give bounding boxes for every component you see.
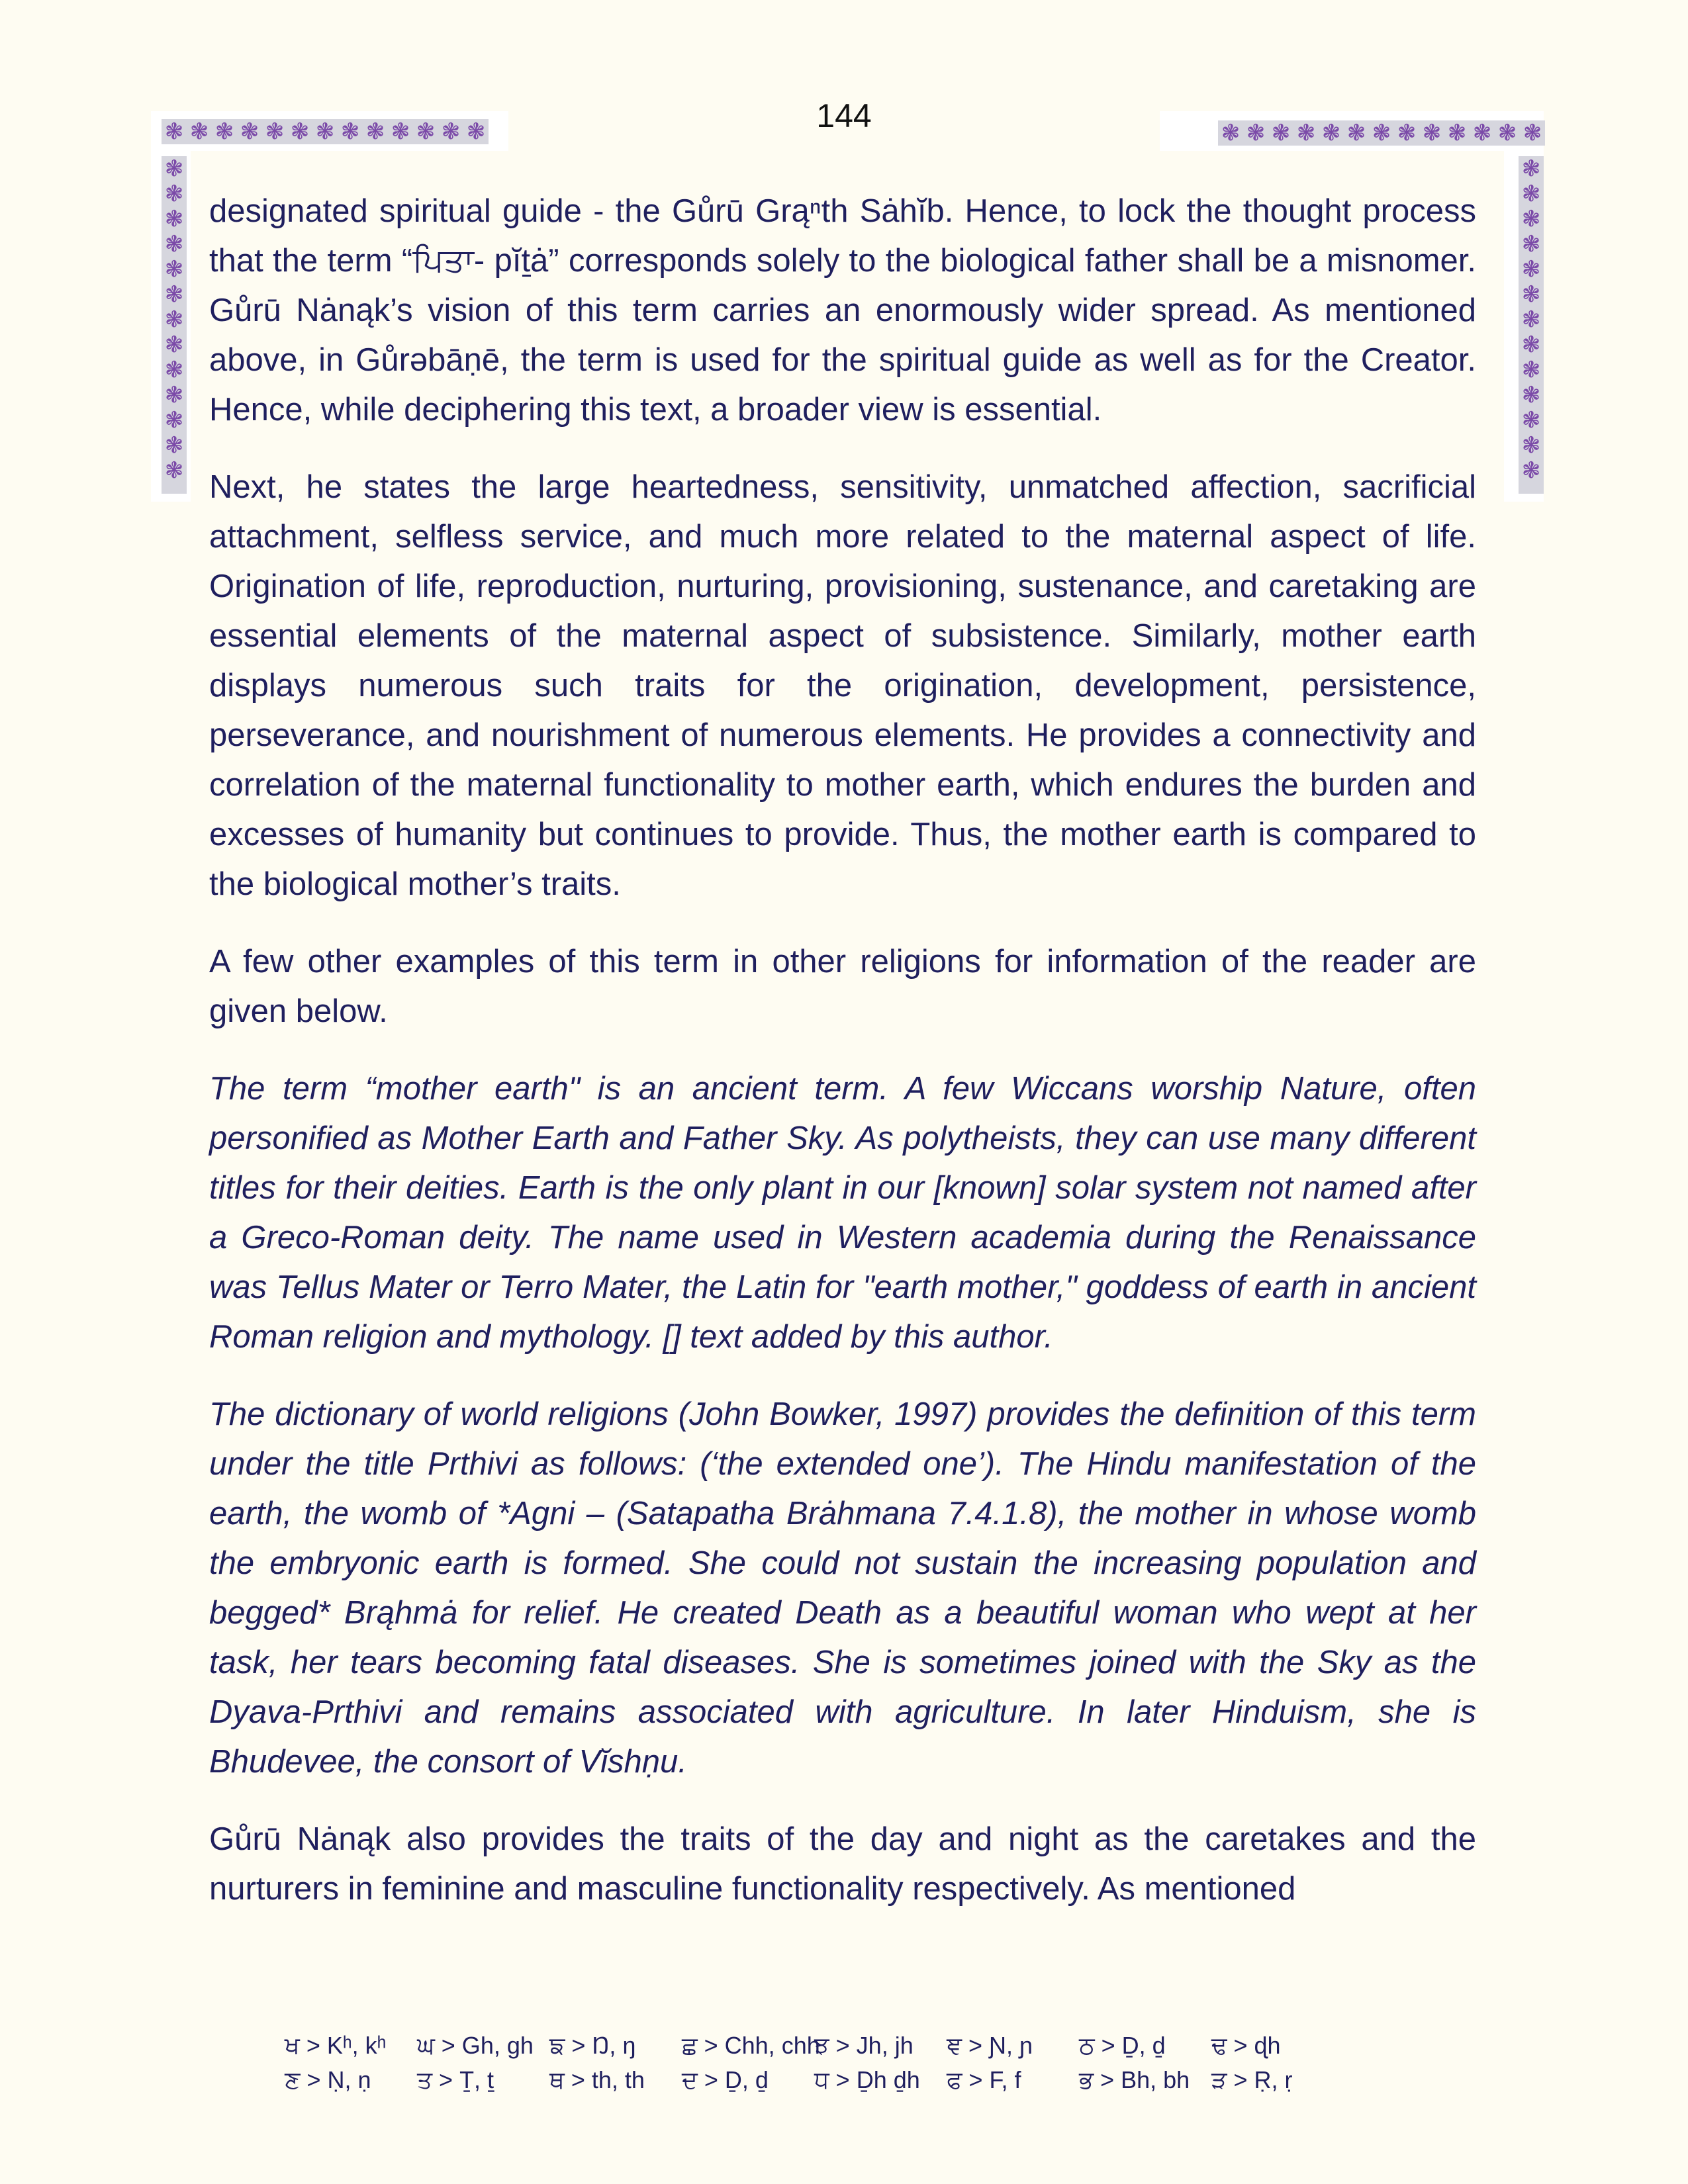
flower-ornament-icon: ❃	[1521, 457, 1541, 484]
border-left	[162, 156, 187, 494]
flower-ornament-icon: ❃	[164, 382, 184, 408]
legend-item: ਧ > Ḏh ḏh	[814, 2066, 920, 2093]
flower-ornament-icon: ❃	[1296, 120, 1316, 146]
flower-ornament-icon: ❃	[1521, 256, 1541, 283]
flower-ornament-icon: ❃	[1271, 120, 1291, 146]
flower-ornament-icon: ❃	[164, 407, 184, 433]
paragraph-3: A few other examples of this term in other religions for information of the reader are given below.	[209, 944, 1476, 1029]
flower-ornament-icon: ❃	[365, 119, 385, 144]
border-right	[1519, 156, 1544, 494]
flower-ornament-icon: ❃	[1521, 231, 1541, 257]
flower-ornament-icon: ❃	[1397, 120, 1417, 146]
legend-item: ਦ > Ḏ, ḏ	[682, 2066, 769, 2093]
flower-ornament-icon: ❃	[441, 119, 461, 144]
flower-ornament-icon: ❃	[1521, 432, 1541, 459]
page-number: 144	[816, 97, 872, 134]
legend-item: ਥ > th, th	[549, 2066, 645, 2093]
flower-ornament-icon: ❃	[1321, 120, 1341, 146]
paragraph-4: Gůrū Nȧnąk also provides the traits of the day and night as the caretakes and the nurturers in feminine and masculine functionality respectively. As mentioned	[209, 1821, 1476, 1907]
flower-ornament-icon: ❃	[1246, 120, 1266, 146]
flower-ornament-icon: ❃	[164, 256, 184, 283]
border-top-left	[162, 119, 489, 144]
legend-item: ਖ > Kʰ, kʰ	[285, 2032, 387, 2059]
flower-ornament-icon: ❃	[240, 119, 259, 144]
flower-ornament-icon: ❃	[164, 306, 184, 333]
flower-ornament-icon: ❃	[1521, 156, 1541, 182]
legend-item: ਠ > Ḏ, ḏ	[1079, 2032, 1166, 2059]
flower-ornament-icon: ❃	[1221, 120, 1241, 146]
legend-item: ਝ > Jh, jh	[814, 2032, 914, 2059]
legend-item: ਞ > Ɲ, ɲ	[947, 2032, 1033, 2059]
flower-ornament-icon: ❃	[1521, 357, 1541, 383]
flower-ornament-icon: ❃	[1372, 120, 1391, 146]
flower-ornament-icon: ❃	[164, 332, 184, 358]
flower-ornament-icon: ❃	[1521, 281, 1541, 308]
flower-ornament-icon: ❃	[290, 119, 310, 144]
flower-ornament-icon: ❃	[164, 206, 184, 232]
flower-ornament-icon: ❃	[265, 119, 285, 144]
legend-row	[285, 2028, 1476, 2063]
quote-paragraph-1: The term “mother earth" is an ancient term. A few Wiccans worship Nature, often personified as Mother Earth and Father Sky. As polytheists, they can use many different titles for their deities. Earth is the only plant in our [known] solar system not named after a Greco-Roman deity. The name used in Western academia during the Renaissance was Tellus Mater or Terro Mater, the Latin for "earth mother," goddess of earth in ancient Roman religion and mythology. [] text added by this author.	[209, 1071, 1476, 1355]
flower-ornament-icon: ❃	[1472, 120, 1492, 146]
flower-ornament-icon: ❃	[164, 181, 184, 207]
border-top-right	[1218, 120, 1545, 146]
flower-ornament-icon: ❃	[164, 231, 184, 257]
quote-paragraph-2: The dictionary of world religions (John Bowker, 1997) provides the definition of this term under the title Prthivi as follows: (‘the extended one’). The Hindu manifestation of the earth, the womb of *Agni – (Satapatha Brȧhmana 7.4.1.8), the mother in whose womb the embryonic earth is formed. She could not sustain the increasing population and begged* Brąhmȧ for relief. He created Death as a beautiful woman who wept at her task, her tears becoming fatal diseases. She is sometimes joined with the Sky as the Dyava-Prthivi and remains associated with agriculture. In later Hinduism, she is Bhudevee, the consort of Vĭshṇu.	[209, 1396, 1476, 1780]
flower-ornament-icon: ❃	[164, 432, 184, 459]
flower-ornament-icon: ❃	[1523, 120, 1542, 146]
flower-ornament-icon: ❃	[466, 119, 486, 144]
flower-ornament-icon: ❃	[164, 357, 184, 383]
legend-item: ਢ > ɖh	[1211, 2032, 1281, 2059]
flower-ornament-icon: ❃	[1346, 120, 1366, 146]
legend-item: ੜ > Ṛ, ṛ	[1211, 2066, 1293, 2093]
paragraph-2: Next, he states the large heartedness, sensitivity, unmatched affection, sacrificial attachment, selfless service, and much more related to the maternal aspect of life. Origination of life, reproduction, nurturing, provisioning, sustenance, and caretaking are essential elements of the maternal aspect of subsistence. Similarly, mother earth displays numerous such traits for the origination, development, persistence, perseverance, and nourishment of numerous elements. He provides a connectivity and correlation of the maternal functionality to mother earth, which endures the burden and excesses of humanity but continues to provide. Thus, the mother earth is compared to the biological mother’s traits.	[209, 469, 1476, 902]
flower-ornament-icon: ❃	[164, 457, 184, 484]
legend-item: ਛ > Chh, chh	[682, 2032, 820, 2059]
page-content	[209, 187, 1476, 1942]
flower-ornament-icon: ❃	[1497, 120, 1517, 146]
flower-ornament-icon: ❃	[164, 119, 184, 144]
legend-item: ਭ > Bh, bh	[1079, 2066, 1190, 2093]
transliteration-legend	[285, 2028, 1476, 2097]
flower-ornament-icon: ❃	[189, 119, 209, 144]
flower-ornament-icon: ❃	[1521, 332, 1541, 358]
flower-ornament-icon: ❃	[214, 119, 234, 144]
legend-item: ਣ > Ṇ, ṇ	[285, 2066, 371, 2093]
flower-ornament-icon: ❃	[1521, 206, 1541, 232]
flower-ornament-icon: ❃	[164, 281, 184, 308]
legend-item: ਤ > Ṯ, ṯ	[417, 2066, 494, 2093]
flower-ornament-icon: ❃	[416, 119, 436, 144]
flower-ornament-icon: ❃	[1521, 181, 1541, 207]
flower-ornament-icon: ❃	[1521, 306, 1541, 333]
flower-ornament-icon: ❃	[164, 156, 184, 182]
flower-ornament-icon: ❃	[1422, 120, 1442, 146]
flower-ornament-icon: ❃	[1521, 382, 1541, 408]
legend-item: ਫ > F, f	[947, 2066, 1021, 2093]
flower-ornament-icon: ❃	[1521, 407, 1541, 433]
legend-item: ਘ > Gh, gh	[417, 2032, 534, 2059]
legend-row	[285, 2063, 1476, 2097]
flower-ornament-icon: ❃	[391, 119, 410, 144]
legend-item: ਙ > Ŋ, ŋ	[549, 2032, 636, 2059]
flower-ornament-icon: ❃	[315, 119, 335, 144]
paragraph-1: designated spiritual guide - the Gůrū Grąⁿth Sȧhĭb. Hence, to lock the thought process that the term “ਪਿਤਾ- pĭṯȧ” corresponds solely to the biological father shall be a misnomer. Gůrū Nȧnąk’s vision of this term carries an enormously wider spread. As mentioned above, in Gůrəbāṇē, the term is used for the spiritual guide as well as for the Creator. Hence, while deciphering this text, a broader view is essential.	[209, 193, 1476, 428]
flower-ornament-icon: ❃	[340, 119, 360, 144]
flower-ornament-icon: ❃	[1447, 120, 1467, 146]
